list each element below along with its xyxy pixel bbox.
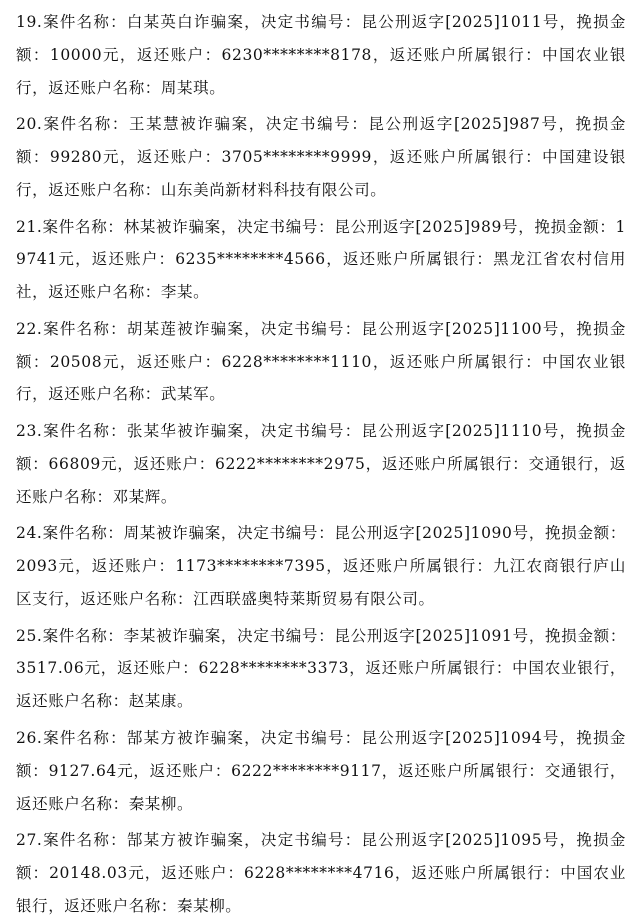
case-item-26: [16, 722, 626, 820]
case-item-24: [16, 517, 626, 615]
case-text: 24.案件名称：周某被诈骗案，决定书编号：昆公刑返字[2025]1090号，挽损金额：2093元，返还账户：1173********7395，返还账户所属银行：九江农商银行庐山区支行，返还账户名称：江西联盛奥特莱斯贸易有限公司。: [16, 524, 626, 608]
case-text: 21.案件名称：林某被诈骗案，决定书编号：昆公刑返字[2025]989号，挽损金额：19741元，返还账户：6235********4566，返还账户所属银行：黑龙江省农村信用社，返还账户名称：李某。: [16, 217, 626, 302]
case-text: 27.案件名称：郜某方被诈骗案，决定书编号：昆公刑返字[2025]1095号，挽损金额：20148.03元，返还账户：6228********4716，返还账户所属银行：中国农业银行，返还账户名称：秦某柳。: [16, 831, 626, 915]
case-item-25: [16, 620, 626, 718]
case-item-22: [16, 313, 626, 411]
case-text: 20.案件名称：王某慧被诈骗案，决定书编号：昆公刑返字[2025]987号，挽损金额：99280元，返还账户：3705********9999，返还账户所属银行：中国建设银行，返还账户名称：山东美尚新材料科技有限公司。: [16, 115, 626, 199]
case-text: 23.案件名称：张某华被诈骗案，决定书编号：昆公刑返字[2025]1110号，挽损金额：66809元，返还账户：6222********2975，返还账户所属银行：交通银行，返还账户名称：邓某辉。: [16, 422, 626, 506]
case-item-27: [16, 824, 626, 922]
case-item-19: [16, 6, 626, 104]
case-text: 26.案件名称：郜某方被诈骗案，决定书编号：昆公刑返字[2025]1094号，挽损金额：9127.64元，返还账户：6222********9117，返还账户所属银行：交通银行，返还账户名称：秦某柳。: [16, 728, 626, 813]
case-text: 25.案件名称：李某被诈骗案，决定书编号：昆公刑返字[2025]1091号，挽损金额：3517.06元，返还账户：6228********3373，返还账户所属银行：中国农业银行，返还账户名称：赵某康。: [16, 626, 626, 711]
case-item-20: [16, 108, 626, 206]
case-text: 19.案件名称：白某英白诈骗案，决定书编号：昆公刑返字[2025]1011号，挽损金额：10000元，返还账户：6230********8178，返还账户所属银行：中国农业银行，返还账户名称：周某琪。: [16, 13, 626, 97]
case-text: 22.案件名称：胡某莲被诈骗案，决定书编号：昆公刑返字[2025]1100号，挽损金额：20508元，返还账户：6228********1110，返还账户所属银行：中国农业银行，返还账户名称：武某军。: [16, 319, 626, 404]
case-item-21: [16, 211, 626, 309]
case-item-23: [16, 415, 626, 513]
